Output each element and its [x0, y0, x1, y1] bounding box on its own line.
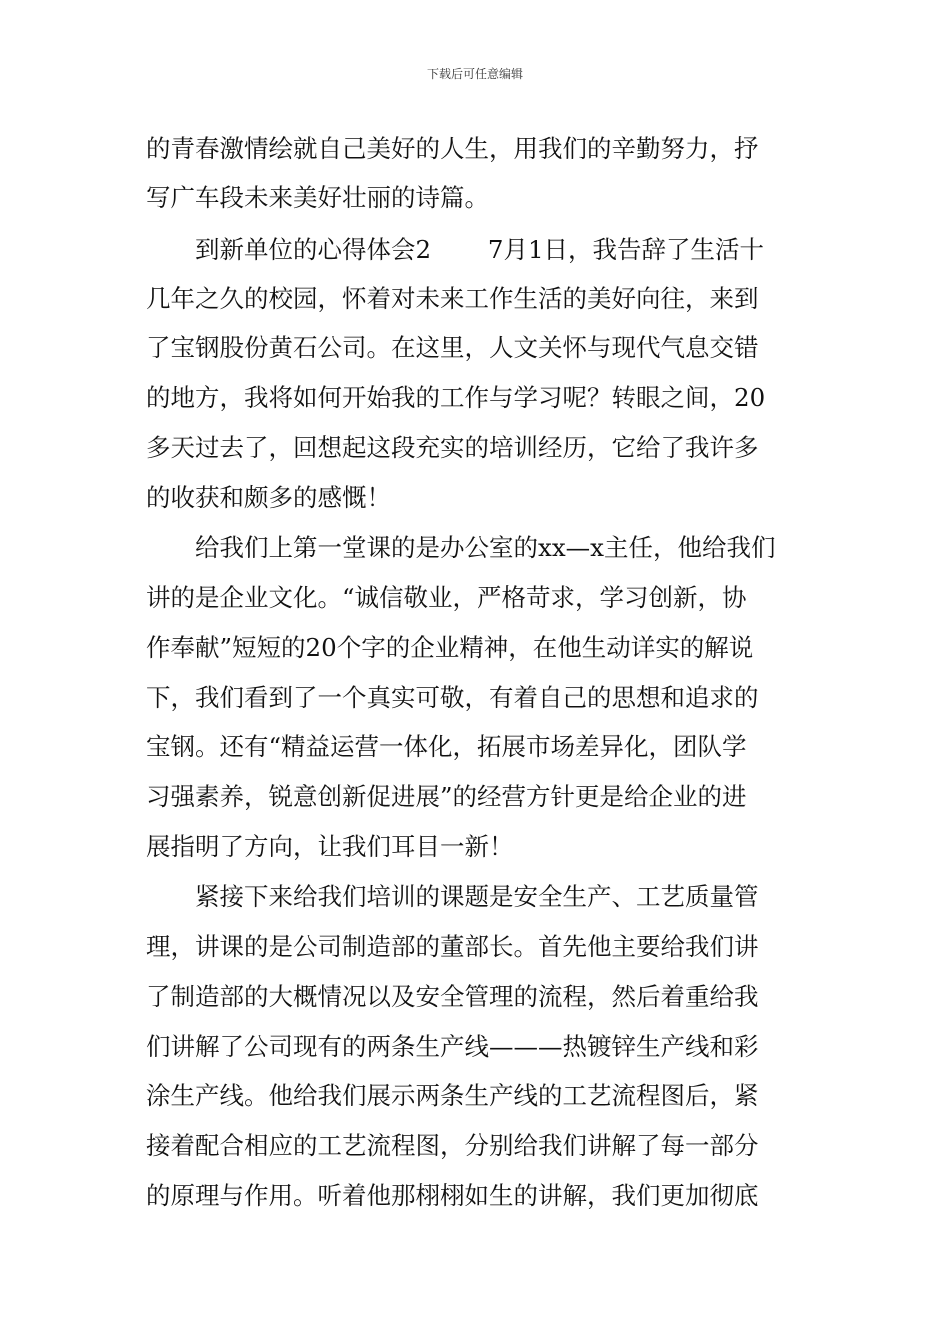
text-line: 习强素养，锐意创新促进展”的经营方针更是给企业的进	[146, 782, 747, 811]
text-line: 到新单位的心得体会2 7月1日，我告辞了生活十	[146, 235, 765, 264]
text-line: 几年之久的校园，怀着对未来工作生活的美好向往，来到	[146, 284, 759, 313]
text-line: 下，我们看到了一个真实可敬，有着自己的思想和追求的	[146, 683, 759, 712]
text-line: 的地方，我将如何开始我的工作与学习呢？转眼之间，20	[146, 383, 766, 412]
text-line: 接着配合相应的工艺流程图，分别给我们讲解了每一部分	[146, 1131, 759, 1160]
text-line: 了制造部的大概情况以及安全管理的流程，然后着重给我	[146, 982, 759, 1011]
text-line: 们讲解了公司现有的两条生产线———热镀锌生产线和彩	[146, 1032, 759, 1061]
text-line: 多天过去了，回想起这段充实的培训经历，它给了我许多	[146, 433, 759, 462]
text-line: 宝钢。还有“精益运营一体化，拓展市场差异化，团队学	[146, 732, 747, 761]
text-line: 展指明了方向，让我们耳目一新！	[146, 832, 514, 861]
text-line: 作奉献”短短的20个字的企业精神，在他生动详实的解说	[146, 633, 754, 662]
page-header: 下载后可任意编辑	[426, 67, 523, 81]
text-line: 的收获和颇多的感慨！	[146, 483, 391, 512]
text-line: 讲的是企业文化。“诚信敬业，严格苛求，学习创新，协	[146, 583, 747, 612]
text-line: 的原理与作用。听着他那栩栩如生的讲解，我们更加彻底	[146, 1181, 759, 1210]
text-line: 给我们上第一堂课的是办公室的xx—x主任，他给我们	[146, 533, 776, 562]
text-line: 紧接下来给我们培训的课题是安全生产、工艺质量管	[146, 882, 759, 911]
text-line: 的青春激情绘就自己美好的人生，用我们的辛勤努力，抒	[146, 134, 759, 163]
text-line: 理，讲课的是公司制造部的董部长。首先他主要给我们讲	[146, 932, 759, 961]
text-line: 涂生产线。他给我们展示两条生产线的工艺流程图后，紧	[146, 1081, 759, 1110]
text-line: 了宝钢股份黄石公司。在这里，人文关怀与现代气息交错	[146, 333, 759, 362]
text-line: 写广车段未来美好壮丽的诗篇。	[146, 183, 489, 212]
